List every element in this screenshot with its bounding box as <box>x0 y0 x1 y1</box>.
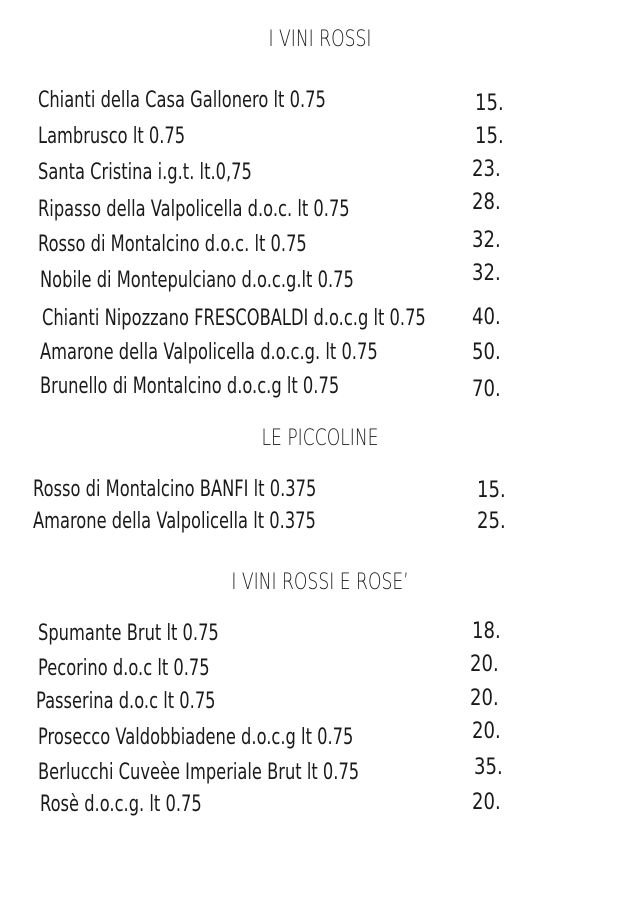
wine-price: 15. <box>475 124 504 149</box>
wine-price: 23. <box>472 157 501 182</box>
wine-name: Spumante Brut lt 0.75 <box>38 621 219 646</box>
wine-name: Ripasso della Valpolicella d.o.c. lt 0.75 <box>38 197 350 222</box>
section-title-le-piccoline: LE PICCOLINE <box>261 426 379 451</box>
section-title-vini-rossi: I VINI ROSSI <box>268 27 372 52</box>
wine-price: 35. <box>474 755 503 780</box>
wine-name: Rosso di Montalcino d.o.c. lt 0.75 <box>38 232 307 257</box>
wine-price: 20. <box>470 652 499 677</box>
wine-price: 15. <box>475 91 504 116</box>
wine-price: 15. <box>477 478 506 503</box>
wine-price: 32. <box>472 228 501 253</box>
wine-name: Amarone della Valpolicella lt 0.375 <box>33 509 316 534</box>
wine-price: 25. <box>477 509 506 534</box>
wine-name: Amarone della Valpolicella d.o.c.g. lt 0.75 <box>40 340 378 365</box>
wine-price: 20. <box>472 790 501 815</box>
wine-name: Lambrusco lt 0.75 <box>38 124 186 149</box>
wine-price: 20. <box>472 719 501 744</box>
wine-name: Rosè d.o.c.g. lt 0.75 <box>40 792 202 817</box>
wine-name: Chianti della Casa Gallonero lt 0.75 <box>38 88 326 113</box>
wine-name: Pecorino d.o.c lt 0.75 <box>38 656 210 681</box>
wine-price: 32. <box>472 261 501 286</box>
wine-name: Santa Cristina i.g.t. lt.0,75 <box>38 160 252 185</box>
wine-name: Passerina d.o.c lt 0.75 <box>36 689 216 714</box>
wine-name: Nobile di Montepulciano d.o.c.g.lt 0.75 <box>40 268 354 293</box>
wine-name: Chianti Nipozzano FRESCOBALDI d.o.c.g lt 0.75 <box>42 306 426 331</box>
wine-price: 70. <box>472 377 501 402</box>
wine-price: 50. <box>472 340 501 365</box>
wine-name: Berlucchi Cuveèe Imperiale Brut lt 0.75 <box>38 760 360 785</box>
wine-name: Brunello di Montalcino d.o.c.g lt 0.75 <box>40 374 340 399</box>
wine-price: 40. <box>472 305 501 330</box>
wine-price: 18. <box>472 619 501 644</box>
section-title-vini-rossi-e-rose: I VINI ROSSI E ROSE’ <box>231 570 409 595</box>
wine-name: Rosso di Montalcino BANFI lt 0.375 <box>33 477 317 502</box>
wine-name: Prosecco Valdobbiadene d.o.c.g lt 0.75 <box>38 725 354 750</box>
wine-price: 28. <box>472 190 501 215</box>
wine-price: 20. <box>470 686 499 711</box>
